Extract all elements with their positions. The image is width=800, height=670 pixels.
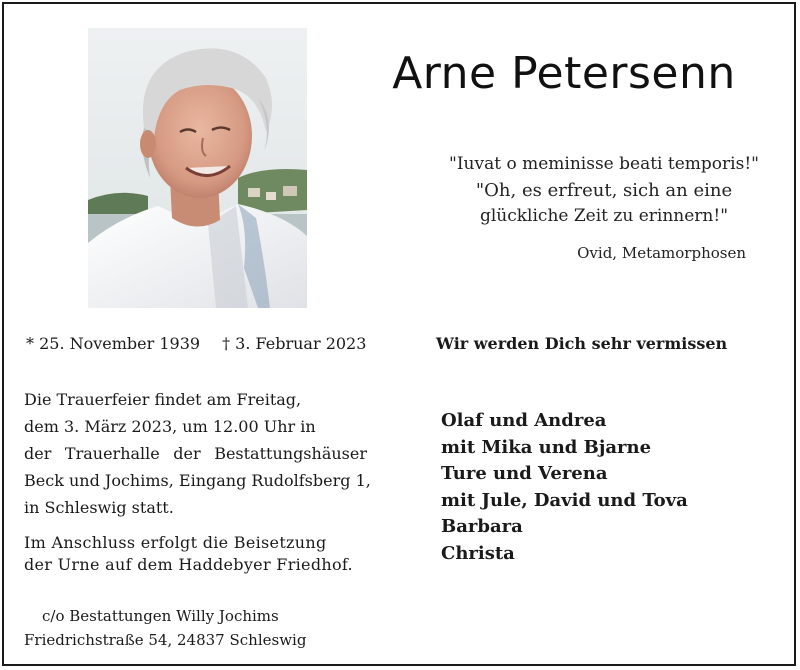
- ceremony-word: der: [24, 444, 52, 463]
- family-list: [441, 408, 688, 567]
- burial-text: [24, 532, 367, 576]
- quote-source: Ovid, Metamorphosen: [577, 244, 746, 262]
- obituary-card: [2, 2, 796, 666]
- family-line: Ture und Verena: [441, 463, 608, 484]
- miss-line: Wir werden Dich sehr vermissen: [436, 334, 728, 353]
- ceremony-line: dem 3. März 2023, um 12.00 Uhr in: [24, 417, 316, 436]
- portrait-image: [88, 28, 307, 308]
- family-line: Christa: [441, 542, 515, 564]
- quote-german-line-2: glückliche Zeit zu erinnern!": [479, 206, 729, 226]
- quote-latin: "Iuvat o meminisse beati temporis!": [449, 154, 759, 174]
- family-line: mit Jule, David und Tova: [441, 489, 688, 511]
- ceremony-word: der: [173, 444, 201, 463]
- quote-german-line-1: "Oh, es erfreut, sich an eine: [475, 180, 733, 201]
- death-date: † 3. Februar 2023: [222, 334, 367, 353]
- address-line: Friedrichstraße 54, 24837 Schleswig: [24, 631, 307, 649]
- life-dates: [26, 334, 366, 353]
- deceased-name: Arne Petersenn: [392, 48, 736, 99]
- portrait-photo: [88, 28, 307, 308]
- address-line: c/o Bestattungen Willy Jochims: [42, 607, 279, 625]
- burial-line: Im Anschluss erfolgt die Beisetzung: [24, 533, 327, 552]
- ceremony-text: [24, 386, 371, 521]
- burial-line: der Urne auf dem Haddebyer Friedhof.: [24, 555, 353, 574]
- ceremony-word: Bestattungshäuser: [214, 444, 367, 463]
- ceremony-word: Trauerhalle: [64, 444, 160, 463]
- contact-address: [24, 604, 306, 652]
- ceremony-line: Beck und Jochims, Eingang Rudolfsberg 1,: [24, 471, 371, 490]
- family-line: mit Mika und Bjarne: [441, 436, 652, 458]
- family-line: Barbara: [441, 516, 523, 537]
- birth-date: * 25. November 1939: [26, 334, 201, 353]
- ceremony-line: Die Trauerfeier findet am Freitag,: [24, 390, 302, 409]
- ceremony-line-justified: [24, 440, 367, 467]
- ceremony-line: in Schleswig statt.: [24, 498, 174, 517]
- family-line: Olaf und Andrea: [441, 410, 607, 431]
